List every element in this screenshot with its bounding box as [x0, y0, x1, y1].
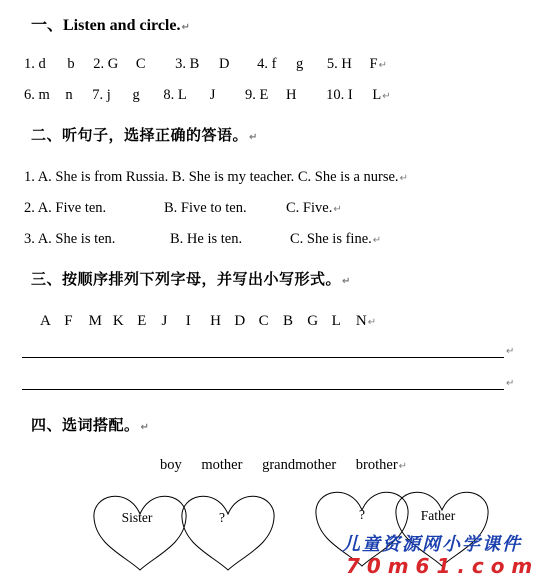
item-5-option-a: 5. H: [326, 56, 352, 72]
q3-option-a: 3. A. She is ten.: [24, 231, 116, 247]
letter: K: [112, 313, 124, 329]
item-10-option-b: L: [372, 87, 382, 103]
letter: I: [185, 313, 191, 329]
letter: F: [64, 313, 73, 329]
letter: N: [355, 313, 367, 329]
paragraph-mark: ↵: [506, 378, 515, 389]
item-7-option-a: 7. j: [92, 87, 111, 103]
letter: M: [88, 313, 102, 329]
watermark-logo: [342, 530, 532, 578]
letter-sequence: A F M K E J I H D C B G L N↵: [40, 313, 377, 329]
letter: G: [307, 313, 319, 329]
heart-label-right-blank: ?: [359, 507, 365, 522]
question-1: 1. A. She is from Russia. B. She is my teacher. C. She is a nurse.↵: [24, 169, 408, 185]
item-3-option-a: 3. B: [175, 56, 200, 72]
heart-outline-left-blank: [182, 496, 274, 570]
paragraph-mark: ↵: [506, 346, 515, 357]
watermark-chinese: 儿童资源网小学课件: [342, 534, 522, 555]
item-8-option-a: 8. L: [163, 87, 187, 103]
question-2: 2. A. Five ten. B. Five to ten. C. Five.↵: [24, 200, 342, 216]
item-1-option-a: 1. d: [24, 56, 46, 72]
item-6-option-a: 6. m: [24, 87, 50, 103]
item-5-option-b: F: [369, 56, 378, 72]
letter: L: [331, 313, 341, 329]
q2-option-a: 2. A. Five ten.: [24, 200, 107, 216]
heart-outline-sister: [94, 496, 186, 570]
listen-row-2: 6. m n 7. j g 8. L J 9. E H 10. I L↵: [24, 87, 391, 103]
q3-option-b: B. He is ten.: [170, 231, 243, 247]
item-3-option-b: D: [218, 56, 230, 72]
heart-label-sister: Sister: [121, 510, 153, 525]
letter: A: [40, 313, 51, 329]
item-2-option-a: 2. G: [93, 56, 119, 72]
item-10-option-a: 10. I: [326, 87, 353, 103]
item-7-option-b: g: [132, 87, 140, 103]
letter: H: [210, 313, 221, 329]
word-boy: boy: [160, 457, 182, 473]
q3-option-c: C. She is fine.: [290, 231, 372, 247]
section-3-title: 三、按顺序排列下列字母，并写出小写形式。↵: [31, 270, 351, 288]
q2-option-b: B. Five to ten.: [164, 200, 247, 216]
item-4-option-a: 4. f: [257, 56, 277, 72]
answer-line-2[interactable]: [22, 389, 504, 390]
item-4-option-b: g: [296, 56, 304, 72]
question-3: 3. A. She is ten. B. He is ten. C. She is fine.↵: [24, 231, 382, 247]
item-9-option-a: 9. E: [245, 87, 269, 103]
heart-label-father: Father: [420, 508, 456, 523]
watermark-domain: 7 0 m 6 1 . c o m: [346, 554, 533, 578]
letter: E: [137, 313, 147, 329]
heart-label-left-blank: ?: [219, 510, 225, 525]
letter: J: [161, 313, 168, 329]
word-bank: boy mother grandmother brother↵: [160, 457, 408, 473]
section-4-title: 四、选词搭配。↵: [31, 416, 150, 434]
section-1-title: 一、Listen and circle.↵: [31, 17, 190, 34]
listen-row-1: 1. d b 2. G C 3. B D 4. f g 5. H F↵: [24, 56, 387, 72]
item-6-option-b: n: [65, 87, 73, 103]
word-mother: mother: [201, 457, 243, 473]
letter: B: [282, 313, 293, 329]
letter: C: [258, 313, 269, 329]
letter: D: [234, 313, 246, 329]
section-2-title: 二、听句子，选择正确的答语。↵: [31, 126, 258, 144]
item-8-option-b: J: [209, 87, 216, 103]
word-brother: brother: [355, 457, 398, 473]
item-9-option-b: H: [286, 87, 297, 103]
answer-line-1[interactable]: [22, 357, 504, 358]
item-1-option-b: b: [67, 56, 75, 72]
q2-option-c: C. Five.: [286, 200, 333, 216]
item-2-option-b: C: [135, 56, 146, 72]
word-grandmother: grandmother: [262, 457, 337, 473]
